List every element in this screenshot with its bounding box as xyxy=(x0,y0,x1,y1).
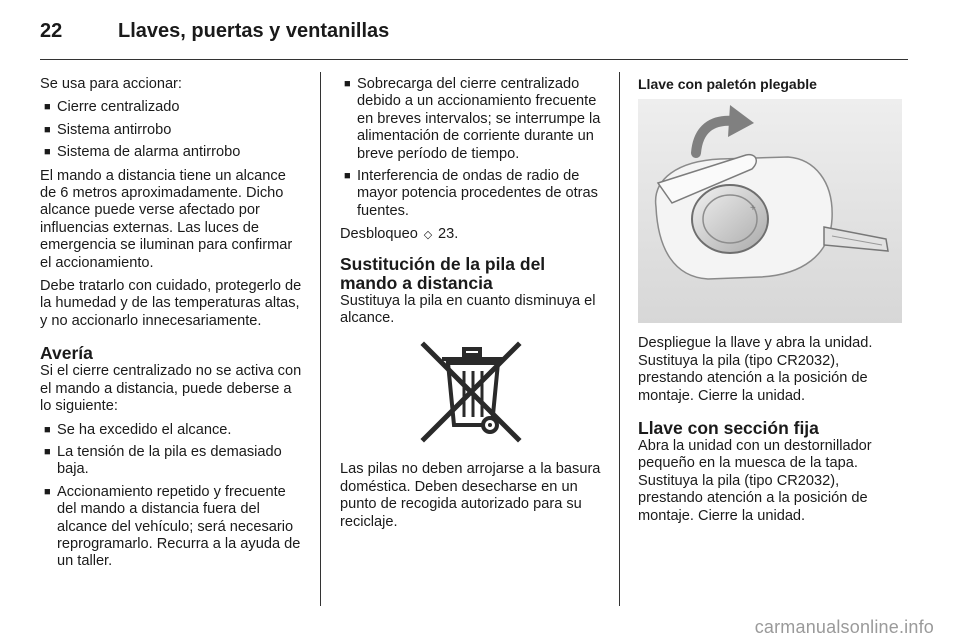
unfold-paragraph: Despliegue la llave y abra la unidad. Sustituya la pila (tipo CR2032), prestando atención a la posición de montaje. Cierre la unidad. xyxy=(638,335,873,404)
fault-heading: Avería xyxy=(40,343,93,364)
crossed-bin-icon xyxy=(412,339,532,449)
battery-heading: Sustitución de la pila del mando a distancia xyxy=(340,253,546,293)
bullet-icon: ■ xyxy=(44,123,51,136)
svg-text:+: + xyxy=(750,203,756,215)
page-header xyxy=(40,14,920,50)
list-item xyxy=(340,76,604,163)
list-item xyxy=(40,444,304,479)
column-right xyxy=(638,76,902,531)
crossed-bin-figure xyxy=(340,339,604,449)
bullet-icon: ■ xyxy=(344,170,351,183)
list-item xyxy=(340,168,604,220)
header-divider xyxy=(40,59,908,60)
list-item xyxy=(40,422,304,439)
bullet-icon: ■ xyxy=(44,101,51,114)
list-item-text: Sistema de alarma antirrobo xyxy=(57,144,241,161)
list-item-text: Interferencia de ondas de radio de mayor potencia procedentes de otras fuentes. xyxy=(357,168,598,219)
column-left xyxy=(40,76,304,577)
care-paragraph: Debe tratarlo con cuidado, protegerlo de la humedad y de las temperaturas altas, y no accionarlo innecesariamente. xyxy=(40,278,302,329)
column-divider-2 xyxy=(619,72,620,606)
causes-list xyxy=(40,422,304,571)
list-item xyxy=(40,99,304,116)
unlock-label: Desbloqueo xyxy=(340,226,418,243)
fixed-key-paragraph: Abra la unidad con un destornillador pequeño en la muesca de la tapa. Sustituya la pila (tipo CR2032), prestando atención a la posición de montaje. Cierre la unidad. xyxy=(638,438,872,524)
list-item xyxy=(40,484,304,571)
bullet-icon: ■ xyxy=(344,78,351,90)
list-item xyxy=(40,144,304,161)
folding-key-label: Llave con paletón plegable xyxy=(638,76,817,92)
uses-list xyxy=(40,99,304,161)
watermark-text: carmanualsonline.info xyxy=(754,617,934,637)
page-title: Llaves, puertas y ventanillas xyxy=(118,20,390,42)
bullet-icon: ■ xyxy=(44,485,51,498)
replace-paragraph: Sustituya la pila en cuanto disminuya el alcance. xyxy=(340,292,596,327)
bullet-icon: ■ xyxy=(44,445,51,458)
bullet-icon: ■ xyxy=(44,423,51,436)
list-item-text: Cierre centralizado xyxy=(57,99,180,116)
unlock-page-link[interactable]: 23. xyxy=(438,226,459,243)
list-item-text: Sistema antirrobo xyxy=(57,121,172,138)
bullet-icon: ■ xyxy=(44,146,51,159)
list-item xyxy=(40,122,304,139)
key-battery-illustration xyxy=(638,99,902,323)
column-divider-1 xyxy=(320,72,321,606)
list-item-text: Se ha excedido el alcance. xyxy=(57,421,232,438)
unlock-reference xyxy=(340,226,604,244)
causes-list-continued xyxy=(340,76,604,220)
column-middle xyxy=(340,76,604,537)
disposal-paragraph: Las pilas no deben arrojarse a la basura doméstica. Deben desecharse en un punto de recogida autorizado para su reciclaje. xyxy=(340,461,601,530)
intro-text: Se usa para accionar: xyxy=(40,76,182,92)
list-item-text: La tensión de la pila es demasiado baja. xyxy=(57,443,282,478)
page-number: 22 xyxy=(40,20,63,42)
range-paragraph: El mando a distancia tiene un alcance de 6 metros aproximadamente. Dicho alcance puede verse afectado por influencias externas. Las luces de emergencia se iluminan para confirmar el accionamiento. xyxy=(40,167,293,271)
list-item-text: Sobrecarga del cierre centralizado debido a un accionamiento frecuente en breves intervalos; se interrumpe la alimentación de corriente durante un breve período de tiempo. xyxy=(357,76,601,162)
page-ref-icon: ◇ xyxy=(423,229,433,242)
fault-paragraph: Si el cierre centralizado no se activa con el mando a distancia, puede deberse a lo siguiente: xyxy=(40,363,302,415)
fixed-key-heading: Llave con sección fija xyxy=(638,418,819,439)
folding-key-figure xyxy=(638,99,902,323)
list-item-text: Accionamiento repetido y frecuente del mando a distancia fuera del alcance del vehículo; será necesario reprogramarlo. Recurra a la ayuda de un taller. xyxy=(57,483,301,570)
